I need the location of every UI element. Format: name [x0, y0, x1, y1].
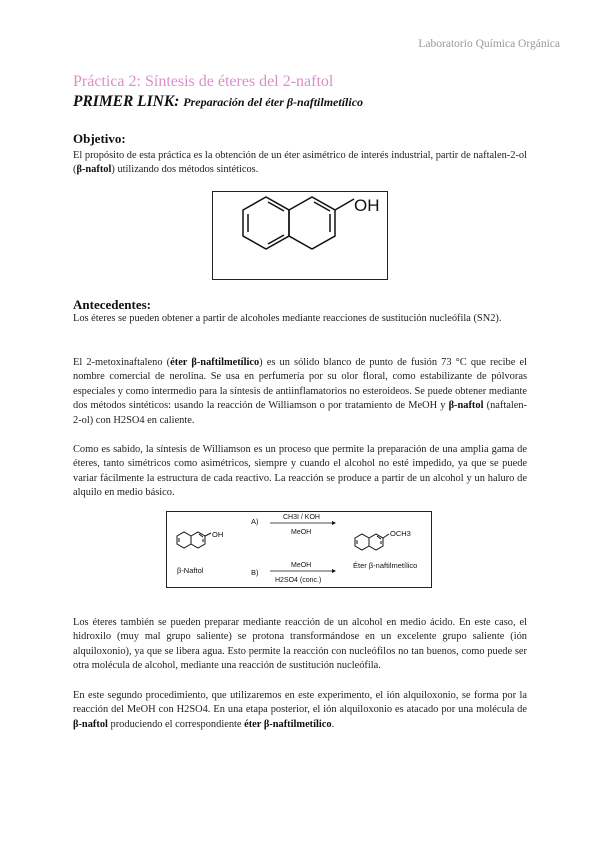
antecedentes-paragraph-3: Como es sabido, la síntesis de Williamson es un proceso que permite la preparación de una amplia gama de éteres, tanto simétricos como asimétricos, siempre y cuando el alcohol no esté impedido, ya que se puede variar fácilmente la estructura de cada reactivo. La reacción se produce a partir de un alcohol y un haluro de alquilo en medio básico.	[73, 444, 527, 499]
link-label: PRIMER LINK:	[73, 93, 180, 110]
hydroxyl-label: OH	[354, 196, 380, 215]
antecedentes-paragraph-2: El 2-metoxinaftaleno (éter β-naftilmetílico) es un sólido blanco de punto de fusión 73 °C que recibe el nombre comercial de nerolina. Se usa en perfumería por su olor floral, como estabilizante de pólvoras especiales y como intermedio para la síntesis de antiinflamatorios no esteroideos. Se puede obtener mediante dos métodos sintéticos: usando la reacción de Williamson o por tratamiento de MeOH y β-naftol (naftalen-2-ol) con H2SO4 en caliente.	[73, 357, 527, 426]
product-methoxy-label: OCH3	[390, 529, 411, 538]
reaction-scheme-figure	[166, 511, 432, 588]
reactant-naphthol-rings	[177, 532, 211, 548]
route-b-acid: H2SO4 (conc.)	[275, 577, 322, 584]
objetivo-paragraph: El propósito de esta práctica es la obtención de un éter asimétrico de interés industrial, partir de naftalen-2-ol (β-naftol) utilizando dos métodos sintéticos.	[73, 150, 527, 176]
practice-title: Práctica 2: Síntesis de éteres del 2-naftol	[73, 73, 334, 90]
route-b-label: B)	[251, 568, 259, 577]
antecedentes-paragraph-4: Los éteres también se pueden preparar mediante reacción de un alcohol en medio ácido. En este caso, el hidroxilo (muy mal grupo saliente) se protona transformándose en un excelente grupo saliente (ión alquiloxonio), ya que se libera agua. Esto permite la reacción con nucleófilos no tan buenos, como puede ser otra molécula de alcohol, mediante una reacción de sustitución nucleófila.	[73, 617, 527, 672]
antecedentes-heading: Antecedentes:	[73, 297, 151, 312]
antecedentes-paragraph-5: En este segundo procedimiento, que utilizaremos en este experimento, el ión alquiloxonio, se forma por la reacción del MeOH con H2SO4. En una etapa posterior, el ión alquiloxonio es atacado por una molécula de β-naftol produciendo el correspondiente éter β-naftilmetílico.	[73, 690, 527, 730]
naphthol-structure-figure	[212, 191, 388, 280]
route-a-label: A)	[251, 517, 259, 526]
header-lab-name: Laboratorio Química Orgánica	[418, 38, 560, 50]
route-b-arrowhead	[332, 569, 336, 573]
route-a-arrowhead	[332, 521, 336, 525]
reactant-name: β-Naftol	[177, 566, 204, 575]
section-title	[73, 93, 363, 111]
route-a-reagent: CH3I / KOH	[283, 514, 320, 521]
reaction-scheme-svg	[167, 512, 431, 587]
naphthalene-rings	[243, 197, 354, 249]
product-naphthalene-rings	[355, 534, 389, 550]
product-name: Éter β-naftilmetílico	[353, 561, 418, 570]
route-a-solvent: MeOH	[291, 529, 312, 536]
objetivo-heading: Objetivo:	[73, 131, 126, 146]
antecedentes-paragraph-1: Los éteres se pueden obtener a partir de alcoholes mediante reacciones de sustitución nucleófila (SN2).	[73, 313, 502, 324]
route-b-reagent: MeOH	[291, 562, 312, 569]
naphthol-structure-svg	[213, 192, 387, 279]
link-subtitle: Preparación del éter β-naftilmetílico	[183, 95, 364, 109]
reactant-hydroxyl-label: OH	[212, 530, 224, 539]
